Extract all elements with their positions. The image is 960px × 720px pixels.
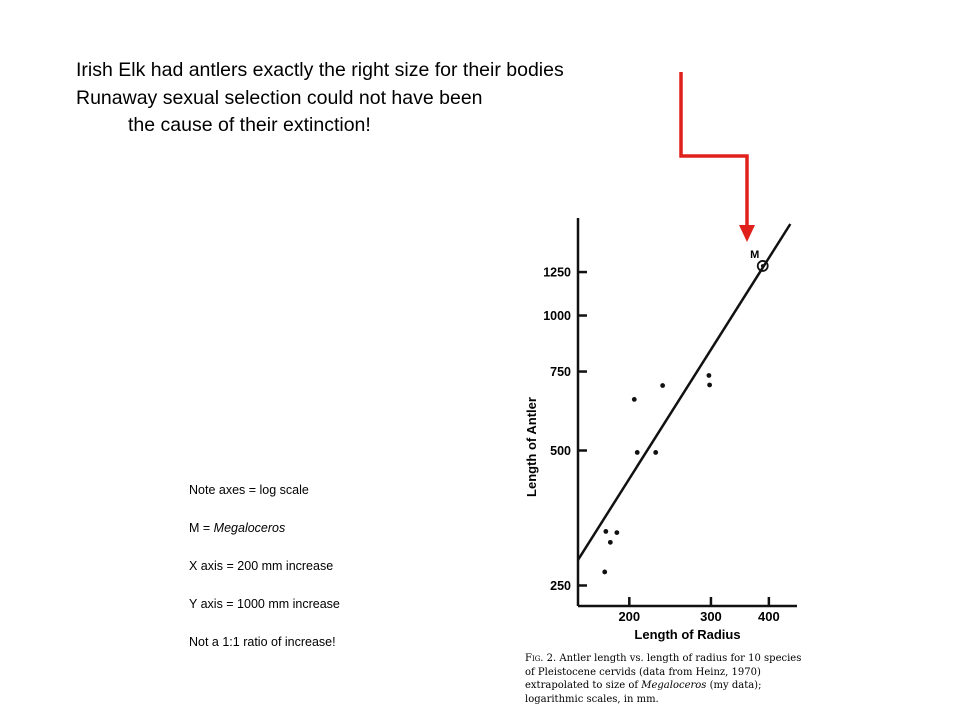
data-point-4	[602, 570, 607, 575]
megaloceros-point	[761, 264, 765, 268]
regression-line	[578, 224, 790, 560]
data-point-9	[707, 373, 712, 378]
data-point-3	[614, 530, 619, 535]
note-m-italic: Megaloceros	[213, 521, 286, 535]
note-x-axis: X axis = 200 mm increase	[189, 559, 334, 573]
caption-fig-label: Fig. 2.	[525, 653, 557, 664]
caption-text-2: (my data); logarithmic scales, in mm.	[525, 680, 762, 705]
megaloceros-label: M	[750, 248, 760, 261]
data-point-6	[635, 450, 640, 455]
y-tick-label-1000: 1000	[543, 309, 571, 324]
note-ratio: Not a 1:1 ratio of increase!	[189, 635, 336, 649]
x-tick-label-400: 400	[758, 609, 780, 624]
x-tick-label-200: 200	[618, 609, 641, 624]
y-tick-label-750: 750	[550, 365, 571, 380]
red-arrow-head-icon	[739, 225, 755, 242]
data-point-1	[603, 529, 608, 534]
caption-italic: Megaloceros	[641, 680, 707, 691]
y-tick-label-1250: 1250	[543, 265, 571, 280]
y-tick-label-250: 250	[550, 578, 571, 593]
title-line-3: the cause of their extinction!	[128, 114, 371, 136]
x-axis-label: Length of Radius	[634, 627, 741, 642]
data-point-10	[707, 383, 712, 388]
data-point-8	[660, 383, 665, 388]
note-m-prefix: M =	[189, 521, 214, 535]
note-log-scale: Note axes = log scale	[189, 483, 309, 497]
red-arrow-icon	[681, 72, 747, 228]
note-y-axis: Y axis = 1000 mm increase	[189, 597, 340, 611]
y-tick-label-500: 500	[550, 444, 571, 459]
y-axis-label: Length of Antler	[524, 397, 539, 497]
title-line-2: Runaway sexual selection could not have been	[76, 86, 483, 109]
caption-text-1: Antler length vs. length of radius for 10 species of Pleistocene cervids (data from Heinz, 1970) extrapolated to size of	[525, 653, 802, 691]
x-tick-label-300: 300	[700, 609, 722, 624]
data-point-5	[632, 397, 637, 402]
title-line-1: Irish Elk had antlers exactly the right size for their bodies	[76, 59, 564, 81]
figure-caption	[525, 652, 810, 706]
data-point-7	[653, 450, 658, 455]
data-point-2	[608, 540, 613, 545]
